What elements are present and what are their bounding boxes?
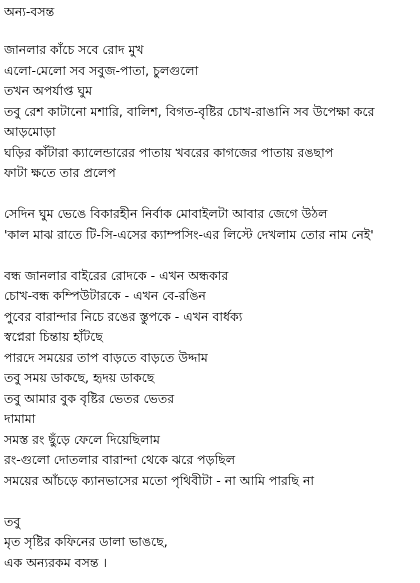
poem-line: রং-গুলো দোতলার বারান্দা থেকে ঝরে পড়ছিল xyxy=(4,452,236,467)
stanza-break xyxy=(4,491,416,512)
poem-line: সমস্ত রং ছুঁড়ে ফেলে দিয়েছিলাম xyxy=(4,431,160,447)
poem-line: বন্ধ জানলার বাইরের রোদকে - এখন অন্ধকার xyxy=(4,267,229,283)
poem-line: এলো-মেলো সব সবুজ-পাতা, চুলগুলো xyxy=(4,62,199,78)
poem-line: তবু আমার বুক বৃষ্টির ভেতর ভেতর xyxy=(4,390,175,406)
poem-line: তবু সময় ডাকছে, হৃদয় ডাকছে xyxy=(4,370,155,385)
poem-line: 'কাল মাঝ রাতে টি-সি-এসের ক্যাম্পসিং-এর লিস্টে দেখলাম তোর নাম নেই' xyxy=(4,226,374,242)
poem-line: পুবের বারান্দার নিচে রঙের স্তুপকে - এখন বার্ধক্য xyxy=(4,308,243,324)
poem-line: দামামা xyxy=(4,411,36,426)
poem-line: পারদে সময়ের তাপ বাড়তে বাড়তে উদ্দাম xyxy=(4,349,208,365)
poem-document xyxy=(4,4,416,573)
poem-line: এক অন্যরকম বসন্ত । xyxy=(4,554,107,570)
poem-line: তবু xyxy=(4,513,21,529)
poem-title: অন্য-বসন্ত xyxy=(4,4,55,19)
poem-line: মৃত সৃষ্টির কফিনের ডালা ভাঙছে, xyxy=(4,534,168,549)
poem-line: আড়মোড়া xyxy=(4,124,56,139)
poem-line: ফাটা ক্ষতে তার প্রলেপ xyxy=(4,165,116,180)
poem-line: তখন অপর্যাপ্ত ঘুম xyxy=(4,83,93,98)
poem-line: তবু রেশ কাটানো মশারি, বালিশ, বিগত-বৃষ্টির চোখ-রাঙানি সব উপেক্ষা করে xyxy=(4,103,375,119)
poem-line: চোখ-বন্ধ কম্পিউটারকে - এখন বে-রঙিন xyxy=(4,288,206,303)
poem-line: সময়ের আঁচড়ে ক্যানভাসের মতো পৃথিবীটা - না আমি পারছি না xyxy=(4,472,315,488)
poem-body xyxy=(4,40,416,573)
poem-line: জানলার কাঁচে সবে রোদ মুখ xyxy=(4,42,144,57)
stanza-break xyxy=(4,184,416,205)
poem-line: সেদিন ঘুম ভেঙে বিকারহীন নির্বাক মোবাইলটা আবার জেগে উঠল xyxy=(4,206,328,221)
poem-line: স্বপ্নেরা চিন্তায় হাঁটছে xyxy=(4,329,103,344)
poem-line: ঘড়ির কাঁটারা ক্যালেন্ডারের পাতায় খবরের কাগজের পাতায় রঙছাপ xyxy=(4,144,334,160)
stanza-break xyxy=(4,245,416,266)
